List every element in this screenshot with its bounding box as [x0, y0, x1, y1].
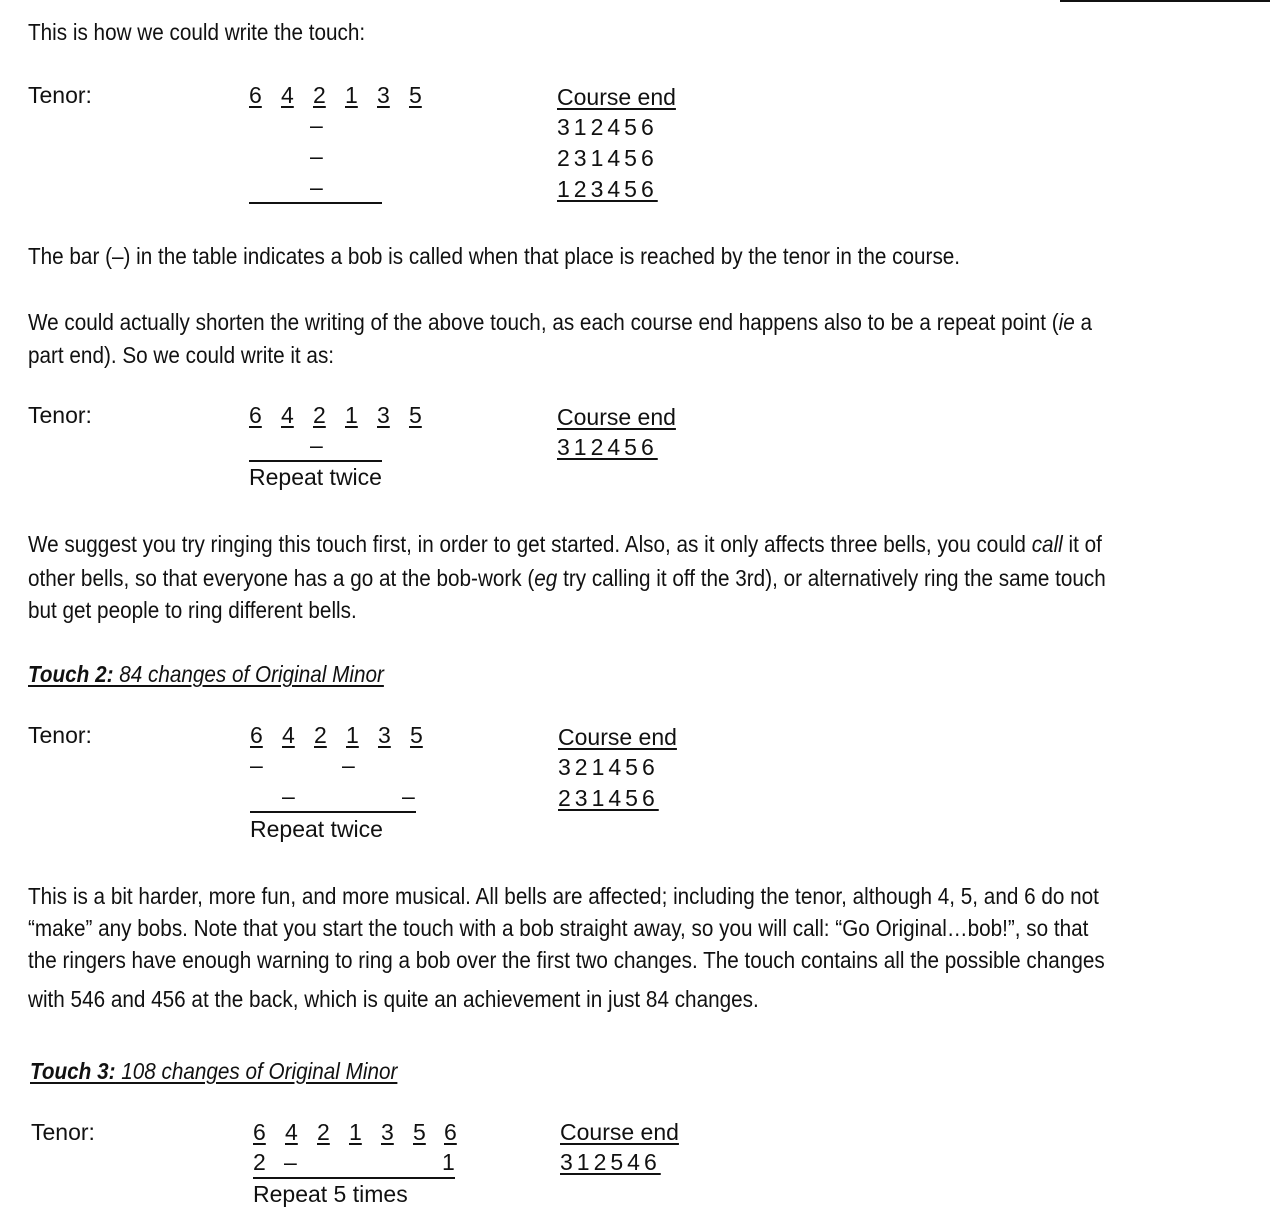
- tenor-label: Tenor:: [28, 402, 92, 428]
- bob-mark: –: [310, 432, 323, 458]
- text: a: [1074, 309, 1093, 335]
- intro-text: This is how we could write the touch:: [28, 19, 366, 45]
- call-place: 1: [442, 1149, 455, 1175]
- table-rule: [249, 460, 382, 462]
- course-end-heading: Course end: [560, 1119, 679, 1145]
- touch2-places: [250, 722, 430, 749]
- course-end-row: 123456: [557, 176, 658, 202]
- course-end-row: 312546: [560, 1149, 661, 1175]
- bob-mark: –: [310, 174, 323, 200]
- place: 6: [444, 1119, 457, 1145]
- bob-mark: –: [310, 143, 323, 169]
- place: 5: [409, 82, 422, 108]
- heading-bold: Touch 3:: [30, 1058, 116, 1084]
- place: 4: [281, 402, 294, 428]
- touch3-places: [253, 1119, 460, 1146]
- place: 3: [377, 82, 390, 108]
- text: try calling it off the 3rd), or alternatively ring the same touch: [557, 565, 1106, 591]
- course-end-row: 231456: [557, 145, 658, 171]
- course-end-heading: Course end: [557, 404, 676, 430]
- place: 5: [413, 1119, 426, 1145]
- text-italic: eg: [534, 565, 558, 591]
- repeat-note: Repeat twice: [250, 816, 383, 842]
- place: 5: [410, 722, 423, 748]
- place: 1: [349, 1119, 362, 1145]
- place: 4: [281, 82, 294, 108]
- place: 3: [381, 1119, 394, 1145]
- place: 4: [282, 722, 295, 748]
- place: 1: [346, 722, 359, 748]
- table-rule: [250, 811, 416, 813]
- text: We suggest you try ringing this touch first, in order to get started. Also, as it only affects three bells, you could: [28, 531, 1032, 557]
- place: 6: [249, 82, 262, 108]
- text-italic: ie: [1058, 309, 1075, 335]
- bob-mark: –: [402, 783, 415, 809]
- touch1-places: [249, 82, 429, 109]
- place: 2: [313, 402, 326, 428]
- course-end-row: 321456: [558, 754, 659, 780]
- bob-mark: –: [282, 783, 295, 809]
- bob-mark: –: [284, 1149, 297, 1175]
- place: 5: [409, 402, 422, 428]
- place: 6: [249, 402, 262, 428]
- bob-mark: –: [310, 112, 323, 138]
- place: 2: [317, 1119, 330, 1145]
- place: 6: [250, 722, 263, 748]
- place: 6: [253, 1119, 266, 1145]
- suggest-paragraph-line: [28, 562, 1106, 595]
- heading-text: 84 changes of Original Minor: [113, 661, 384, 687]
- table-rule: [249, 202, 382, 204]
- course-end-row: 312456: [557, 434, 658, 460]
- harder-paragraph-line: “make” any bobs. Note that you start the touch with a bob straight away, so you will call: “Go Original…bob!”, so that: [28, 915, 1089, 941]
- text: We could actually shorten the writing of the above touch, as each course end happens also to be a repeat point (: [28, 309, 1059, 335]
- place: 4: [285, 1119, 298, 1145]
- shorten-paragraph-line: part end). So we could write it as:: [28, 342, 335, 368]
- harder-paragraph-line: the ringers have enough warning to ring a bob over the first two changes. The touch contains all the possible changes: [28, 947, 1105, 973]
- place: 1: [345, 402, 358, 428]
- place: 2: [313, 82, 326, 108]
- course-end-heading: Course end: [557, 84, 676, 110]
- repeat-note: Repeat 5 times: [253, 1181, 408, 1207]
- harder-paragraph-line: with 546 and 456 at the back, which is quite an achievement in just 84 changes.: [28, 986, 759, 1012]
- shorten-paragraph-line: [28, 306, 1092, 339]
- harder-paragraph-line: This is a bit harder, more fun, and more musical. All bells are affected; including the tenor, although 4, 5, and 6 do not: [28, 883, 1099, 909]
- place: 3: [377, 402, 390, 428]
- place: 3: [378, 722, 391, 748]
- text: it of: [1062, 531, 1102, 557]
- text: other bells, so that everyone has a go at the bob-work (: [28, 565, 535, 591]
- repeat-note: Repeat twice: [249, 464, 382, 490]
- place: 2: [314, 722, 327, 748]
- tenor-label: Tenor:: [31, 1119, 95, 1145]
- heading-text: 108 changes of Original Minor: [115, 1058, 398, 1084]
- text-italic: call: [1031, 531, 1063, 557]
- bob-mark: –: [250, 752, 263, 778]
- suggest-paragraph-line: but get people to ring different bells.: [28, 597, 357, 623]
- bob-mark: –: [342, 752, 355, 778]
- touch3-heading: [30, 1055, 397, 1088]
- tenor-label: Tenor:: [28, 82, 92, 108]
- touch2-heading: [28, 658, 384, 691]
- course-end-heading: Course end: [558, 724, 677, 750]
- touch1-short-places: [249, 402, 429, 429]
- call-place: 2: [253, 1149, 266, 1175]
- suggest-paragraph-line: [28, 528, 1102, 561]
- place: 1: [345, 82, 358, 108]
- tenor-label: Tenor:: [28, 722, 92, 748]
- course-end-row: 231456: [558, 785, 659, 811]
- table-rule: [253, 1177, 455, 1179]
- heading-bold: Touch 2:: [28, 661, 114, 687]
- bar-note: The bar (–) in the table indicates a bob is called when that place is reached by the tenor in the course.: [28, 243, 961, 269]
- top-rule: [1060, 0, 1270, 2]
- course-end-row: 312456: [557, 114, 658, 140]
